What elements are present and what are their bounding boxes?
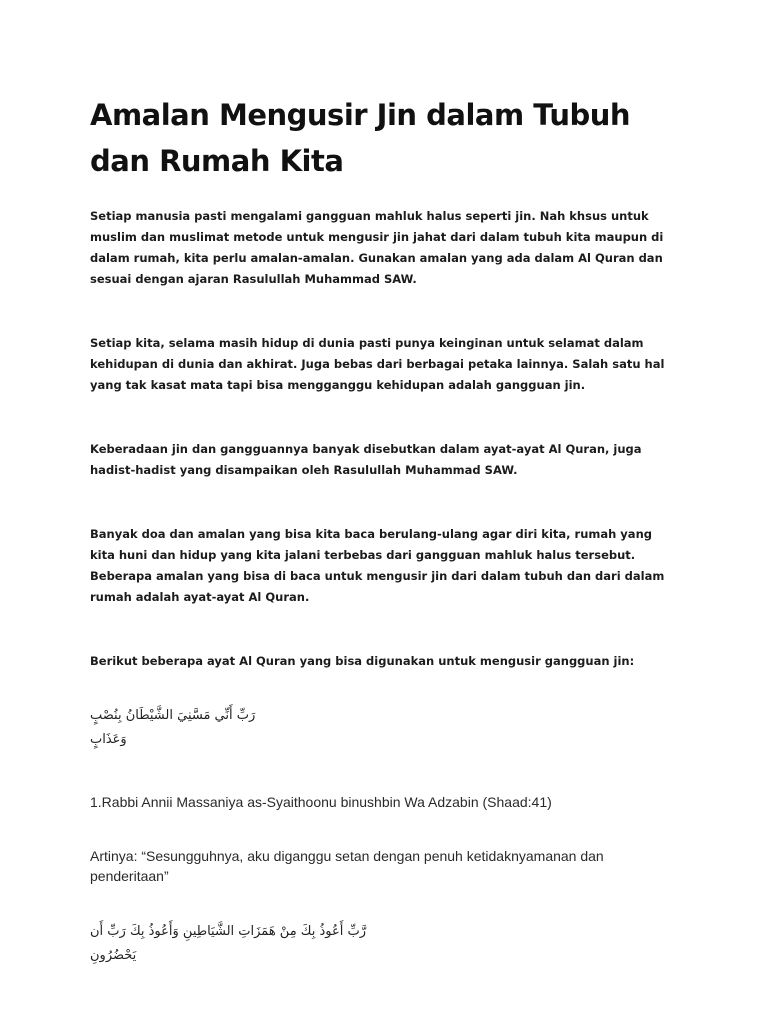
paragraph-intro: Setiap manusia pasti mengalami gangguan mahluk halus seperti jin. Nah khsus untuk muslim dan muslimat metode untuk mengusir jin jahat dari dalam tubuh kita maupun di dalam rumah, kita perlu amalan-amalan. Gunakan amalan yang ada dalam Al Quran dan sesuai dengan ajaran Rasulullah Muhammad SAW. [90, 209, 664, 286]
verse-1-meaning: Artinya: “Sesungguhnya, aku diganggu setan dengan penuh ketidaknyamanan dan penderitaan” [90, 848, 604, 884]
paragraph-verses-intro: Berikut beberapa ayat Al Quran yang bisa digunakan untuk mengusir gangguan jin: [90, 654, 635, 668]
article-title: Amalan Mengusir Jin dalam Tubuh dan Rumah Kita [90, 98, 631, 178]
verse-1-transliteration: 1.Rabbi Annii Massaniya as-Syaithoonu binushbin Wa Adzabin (Shaad:41) [90, 794, 552, 810]
paragraph-safety: Setiap kita, selama masih hidup di dunia pasti punya keinginan untuk selamat dalam kehidupan di dunia dan akhirat. Juga bebas dari berbagai petaka lainnya. Salah satu hal yang tak kasat mata tapi bisa mengganggu kehidupan adalah gangguan jin. [90, 336, 665, 392]
document-page [90, 92, 680, 968]
verse-1-arabic: رَبِّ أَنِّي مَسَّنِيَ الشَّيْطَانُ بِنُصْبٍ وَعَذَابٍ [90, 708, 256, 747]
paragraph-jin-in-quran: Keberadaan jin dan gangguannya banyak disebutkan dalam ayat-ayat Al Quran, juga hadist-hadist yang disampaikan oleh Rasulullah Muhammad SAW. [90, 442, 642, 477]
paragraph-prayers: Banyak doa dan amalan yang bisa kita baca berulang-ulang agar diri kita, rumah yang kita huni dan hidup yang kita jalani terbebas dari gangguan mahluk halus tersebut. Beberapa amalan yang bisa di baca untuk mengusir jin dari dalam tubuh dan dari dalam rumah adalah ayat-ayat Al Quran. [90, 527, 665, 604]
verse-2-arabic: رَّبِّ أَعُوذُ بِكَ مِنْ هَمَزَاتِ الشَّيَاطِينِ وَأَعُوذُ بِكَ رَبِّ أَن يَحْضُرُونِ [90, 924, 367, 963]
